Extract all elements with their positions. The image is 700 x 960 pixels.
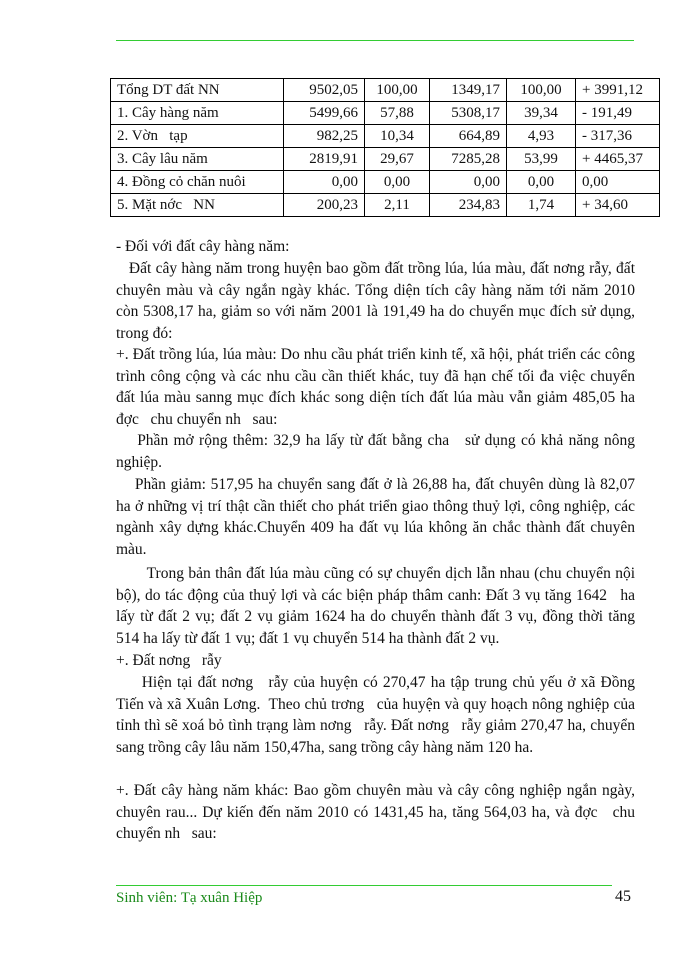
table-cell: 100,00	[507, 79, 576, 102]
table-cell: 9502,05	[284, 79, 365, 102]
table-cell: 1,74	[507, 194, 576, 217]
table-cell: 0,00	[576, 171, 660, 194]
table-cell: 4. Đồng cỏ chăn nuôi	[111, 171, 284, 194]
table-cell: + 34,60	[576, 194, 660, 217]
footer-student-name: Sinh viên: Tạ xuân Hiệp	[116, 890, 263, 906]
table-cell: 10,34	[365, 125, 430, 148]
table-cell: 234,83	[430, 194, 507, 217]
table-cell: 0,00	[507, 171, 576, 194]
table-cell: 53,99	[507, 148, 576, 171]
page-number: 45	[615, 888, 631, 905]
table-cell: + 4465,37	[576, 148, 660, 171]
table-cell: 39,34	[507, 102, 576, 125]
table-cell: - 317,36	[576, 125, 660, 148]
body-paragraph: Hiện tại đất nơng rẫy của huyện có 270,47 ha tập trung chủ yếu ở xã Đồng Tiến và xã Xuân Lơng. Theo chủ trơng của huyện và quy hoạch nông nghiệp của tỉnh thì sẽ xoá bỏ tình trạng làm nơng rẫy. Đất nơng rẫy giảm 270,47 ha, chuyển sang trồng cây lâu năm 150,47ha, sang trồng cây hàng năm 120 ha.	[116, 674, 639, 756]
body-paragraph: +. Đất nơng rẫy	[116, 652, 222, 669]
table-cell: 200,23	[284, 194, 365, 217]
table-row	[111, 194, 660, 217]
table-cell: 7285,28	[430, 148, 507, 171]
body-paragraph: +. Đất trồng lúa, lúa màu: Do nhu cầu phát triển kinh tế, xã hội, phát triển các công trình công cộng và các nhu cầu cần thiết khác, tuy đã hạn chế tối đa việc chuyển đất lúa màu sanng mục đích khác song diện tích đất lúa màu vẫn giảm 485,05 ha đợc chu chuyển nh sau:	[116, 346, 639, 428]
table-cell: + 3991,12	[576, 79, 660, 102]
table-cell: 2819,91	[284, 148, 365, 171]
table-cell: 5308,17	[430, 102, 507, 125]
table-cell: 100,00	[365, 79, 430, 102]
body-paragraph: +. Đất cây hàng năm khác: Bao gồm chuyên màu và cây công nghiệp ngắn ngày, chuyên rau... Dự kiến đến năm 2010 có 1431,45 ha, tăng 564,03 ha, và đợc chu chuyển nh sau:	[116, 782, 639, 842]
table-row	[111, 79, 660, 102]
table-row	[111, 125, 660, 148]
header-rule	[116, 40, 634, 41]
table-row	[111, 148, 660, 171]
table-cell: 3. Cây lâu năm	[111, 148, 284, 171]
table-row	[111, 102, 660, 125]
table-row	[111, 171, 660, 194]
table-cell: 1349,17	[430, 79, 507, 102]
table-cell: 0,00	[284, 171, 365, 194]
table-cell: 4,93	[507, 125, 576, 148]
body-paragraph: Phần mở rộng thêm: 32,9 ha lấy từ đất bằng cha sử dụng có khả năng nông nghiệp.	[116, 432, 639, 471]
table-cell: 2. Vờn tạp	[111, 125, 284, 148]
table-cell: 57,88	[365, 102, 430, 125]
table-cell: 664,89	[430, 125, 507, 148]
table-cell: 982,25	[284, 125, 365, 148]
table-cell: - 191,49	[576, 102, 660, 125]
table-cell: 5. Mặt nớc NN	[111, 194, 284, 217]
table-cell: 29,67	[365, 148, 430, 171]
table-cell: 2,11	[365, 194, 430, 217]
land-use-table	[110, 78, 660, 217]
table-cell: 5499,66	[284, 102, 365, 125]
table-cell: Tổng DT đất NN	[111, 79, 284, 102]
body-paragraph: - Đối với đất cây hàng năm:	[116, 238, 290, 255]
table-cell: 1. Cây hàng năm	[111, 102, 284, 125]
table-cell: 0,00	[365, 171, 430, 194]
body-paragraph: Trong bản thân đất lúa màu cũng có sự chuyển dịch lẫn nhau (chu chuyển nội bộ), do tác động của thuỷ lợi và các biện pháp thâm canh: Đất 3 vụ tăng 1642 ha lấy từ đất 2 vụ; đất 2 vụ giảm 1624 ha do chuyển thành đất 3 vụ, đồng thời tăng 514 ha lấy từ đất 1 vụ; đất 1 vụ chuyển 514 ha thành đất 2 vụ.	[116, 565, 639, 647]
table-cell: 0,00	[430, 171, 507, 194]
body-paragraph: Phần giảm: 517,95 ha chuyển sang đất ở là 26,88 ha, đất chuyên dùng là 82,07 ha ở những vị trí thật cần thiết cho phát triển giao thông thuỷ lợi, công nghiệp, các ngành xây dựng khác.Chuyển 409 ha đất vụ lúa không ăn chắc thành đất chuyên màu.	[116, 476, 639, 558]
body-paragraph: Đất cây hàng năm trong huyện bao gồm đất trồng lúa, lúa màu, đất nơng rẫy, đất chuyên màu và cây ngắn ngày khác. Tổng diện tích cây hàng năm tới năm 2010 còn 5308,17 ha, giảm so với năm 2001 là 191,49 ha do chuyển mục đích sử dụng, trong đó:	[116, 260, 639, 342]
footer-rule	[116, 885, 612, 886]
